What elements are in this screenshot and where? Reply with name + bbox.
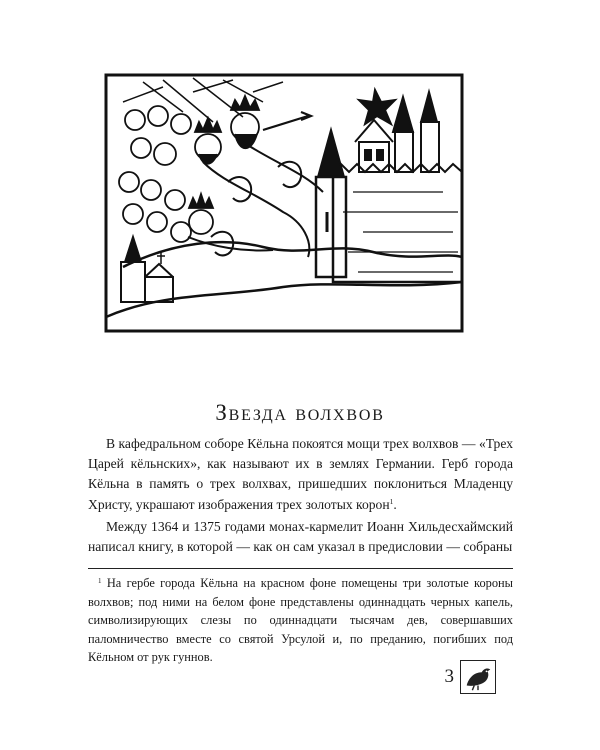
emblem: [460, 660, 496, 694]
bird-emblem-icon: [461, 661, 495, 693]
paragraph: В кафедральном соборе Кёльна покоятся мощи трех волхвов — «Трех Царей кёльнских», как называют их в землях Германии. Герб города Кёльна в память о трех волхвах, пришедших поклониться Младенцу Христу, украшают изображения трех золотых корон$^1$.: [88, 436, 513, 512]
paragraph: Между 1364 и 1375 годами монах-кармелит Иоанн Хильдесхаймский написал книгу, в которой — как он сам указал в предисловии — собраны: [88, 518, 513, 555]
woodcut-magi-icon: [103, 72, 465, 334]
page-number: 3: [444, 666, 454, 687]
footnote-marker: 1: [98, 577, 102, 585]
chapter-title: Звезда волхвов: [215, 400, 385, 425]
page-number-block: [440, 660, 496, 694]
woodcut-illustration: [103, 72, 465, 334]
footnote-ref[interactable]: 1: [389, 496, 394, 506]
body-text: [88, 434, 513, 557]
footnotes: [88, 568, 513, 667]
footnote: $^1$ На гербе города Кёльна на красном фоне помещены три золотые короны волхвов; под ними на белом фоне представлены одиннадцать черных капель, символизирующих слезы по одиннадцати тысячам дев, совершавших паломничество вместе со святой Урсулой и, по преданию, погибших под Кёльном от рук гуннов.: [88, 576, 513, 665]
